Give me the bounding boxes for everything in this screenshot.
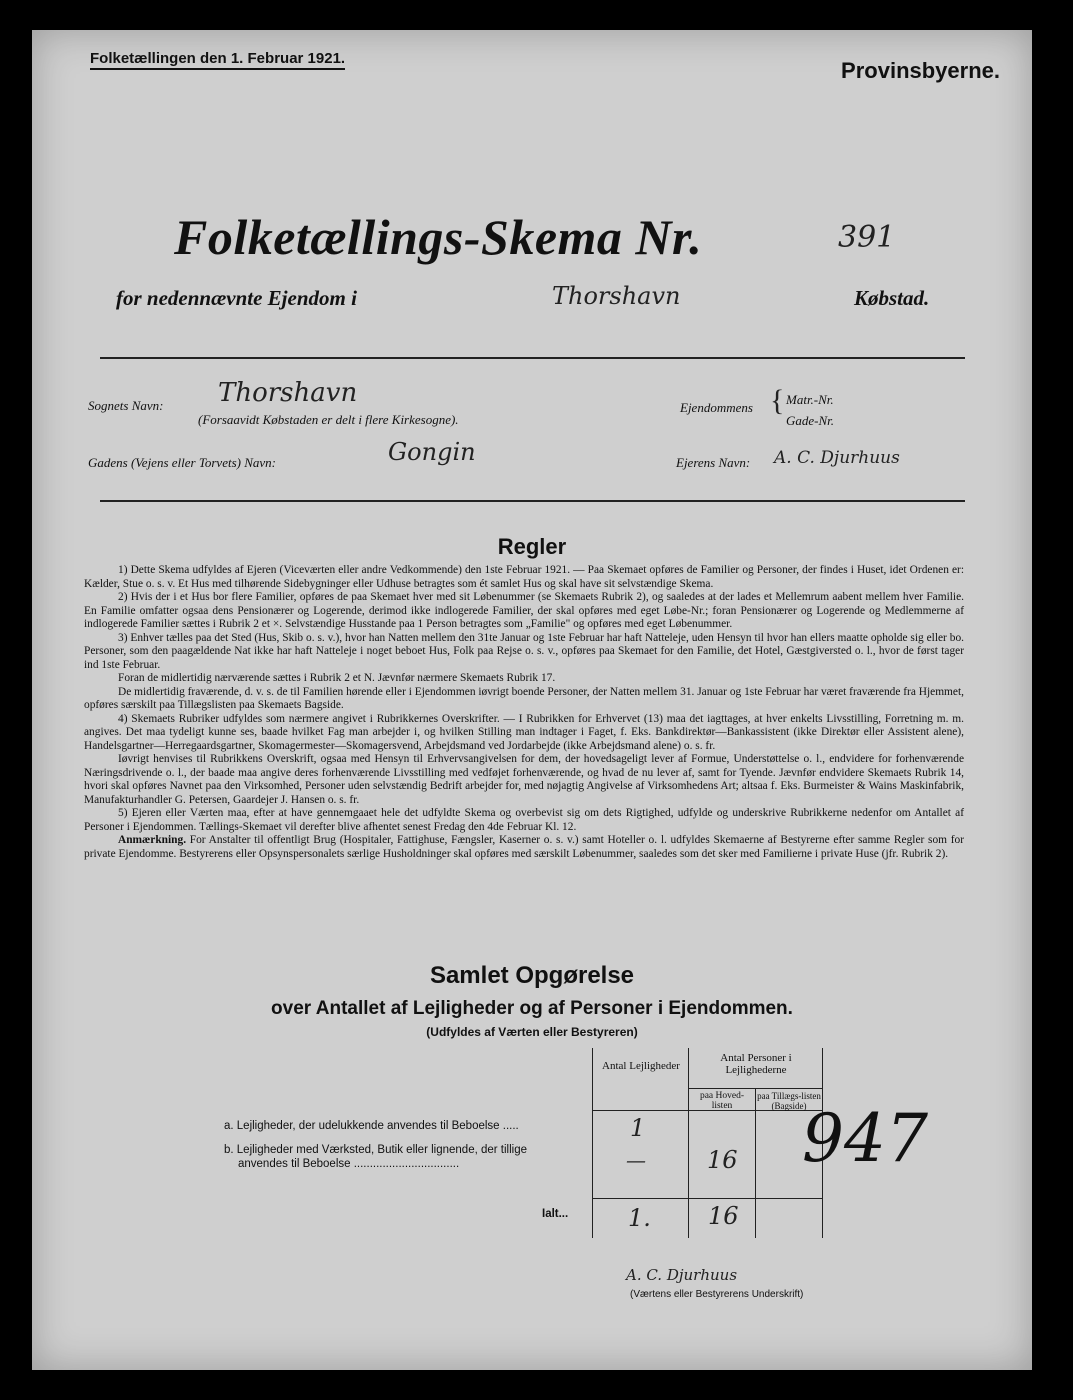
row-a-label: a. Lejligheder, der udelukkende anvendes til Beboelse ..... (224, 1120, 519, 1132)
kobstad-label: Købstad. (854, 286, 930, 310)
form-subtitle: for nedennævnte Ejendom i (116, 286, 357, 310)
margin-note-handwritten: 947 (802, 1100, 928, 1177)
form-title: Folketællings-Skema Nr. (174, 209, 703, 265)
ejer-label: Ejerens Navn: (676, 455, 751, 470)
col-personer-header: Antal Personer i Lejlighederne (720, 1052, 792, 1076)
divider-middle (100, 500, 965, 502)
ejendommens-label: Ejendommens (680, 400, 753, 415)
regler-text (84, 564, 964, 861)
regler-title: Regler (497, 534, 567, 559)
signature-handwritten: A. C. Djurhuus (626, 1266, 738, 1284)
col-tillaeg-header: paa Tillægs-listen (Bagside) (757, 1091, 821, 1111)
town-handwritten: Thorshavn (552, 282, 681, 310)
ialt-hoved-handwritten: 16 (708, 1202, 739, 1230)
ialt-antal-handwritten: 1. (628, 1204, 651, 1232)
summary-subtitle: over Antallet af Lejligheder og af Personer i Ejendommen. (271, 998, 793, 1019)
rule-paragraph: Foran de midlertidig nærværende sættes i Rubrik 2 et N. Jævnfør nærmere Skemaets Rubrik 17. (118, 672, 556, 684)
sogn-note: (Forsaavidt Købstaden er delt i flere Kirkesogne). (198, 412, 459, 427)
sogn-value-handwritten: Thorshavn (218, 378, 358, 408)
rule-paragraph: 2) Hvis der i et Hus bor flere Familier, opføres de paa Skemaet hver med sit Løbenummer (se Skemaets Rubrik 2), og saaledes at der lades et Mellemrum aabent mellem hver Familie. En Familie omfatter ogsaa dens Pensionærer og Logerende, derimod ikke indlogerede Familier, der skal opføres med eget Løbe-Nr.; foran Pensionærer og Logerende og Medlemmerne af indlogerede Familier sættes i Rubrik 2 et ×. Selvstændige Husstande paa 1 Person betragtes som „Familie" og opføres med eget Løbenummer. (84, 591, 964, 630)
rule-paragraph: 5) Ejeren eller Værten maa, efter at have gennemgaaet hele det udfyldte Skema og overbevist sig om dets Rigtighed, udfylde og underskrive Rubrikkerne nedenfor om Antallet af Personer i Ejendommen. Tællings-Skemaet vil derefter blive afhentet senest Fredag den 4de Februar Kl. 12. (84, 807, 964, 833)
rule-paragraph: 1) Dette Skema udfyldes af Ejeren (Viceværten eller andre Vedkommende) den 1ste Februar 1921. — Paa Skemaet opføres de Familier og Personer, der findes i Huset, idet Ordenen er: Kælder, Stue o. s. v. Et Hus med tilhørende Sidebygninger eller Udhuse betragtes som ét samlet Hus og skal have sit selvstændige Skema. (84, 564, 964, 590)
ialt-label: Ialt... (542, 1208, 569, 1220)
summary-table (592, 1048, 832, 1238)
ejer-value-handwritten: A. C. Djurhuus (774, 448, 900, 468)
anmaerkning-text: For Anstalter til offentligt Brug (Hospitaler, Fattighuse, Fængsler, Kaserner o. s. v.) samt Hoteller o. l. udfyldes Skemaerne af Bestyrerne efter samme Regler som for private Ejendomme. Bestyrerens eller Opsynspersonalets særlige Husholdninger skal opføres med særskilt Løbenummer, saaledes som det sker med Familierne i private Huse (jfr. Rubrik 2). (84, 834, 964, 860)
matr-label: Matr.-Nr. (786, 392, 834, 407)
sogn-label: Sognets Navn: (88, 398, 164, 413)
region-header: Provinsbyerne. (841, 58, 1000, 83)
divider-top (100, 357, 965, 359)
rule-paragraph: De midlertidig fraværende, d. v. s. de til Familien hørende eller i Ejendommen iøvrigt boende Personer, der Natten mellem 31. Januar og 1ste Februar har været fraværende fra Hjemmet, opføres særskilt paa Tillægslisten paa Skemaets Bagside. (84, 685, 964, 711)
rule-paragraph: 3) Enhver tælles paa det Sted (Hus, Skib o. s. v.), hvor han Natten mellem den 31te Januar og 1ste Februar har haft Natteleje, uden Hensyn til hvor han ellers maatte opholde sig eller bo. Personer, som den paagældende Nat ikke har haft Natteleje i noget beboet Hus, Folk paa Rejse o. s. v., opføres paa Skemaet for den Familie, det Hotel, Gæstgiversted o. l., hvor de først tager ind 1ste Februar. (84, 631, 964, 671)
row-a-hoved-handwritten: 16 (707, 1146, 738, 1174)
census-date-header: Folketællingen den 1. Februar 1921. (90, 50, 345, 70)
row-b-antal-handwritten: — (626, 1148, 646, 1172)
row-a-antal-handwritten: 1 (630, 1114, 646, 1142)
gade-value-handwritten: Gongin (388, 438, 476, 466)
row-b-label-line1: b. Lejligheder med Værksted, Butik eller lignende, der tillige (224, 1144, 527, 1156)
gade-nr-label: Gade-Nr. (786, 413, 835, 428)
anmaerkning-label: Anmærkning. (118, 834, 187, 846)
rule-paragraph: Iøvrigt henvises til Rubrikkens Overskrift, ogsaa med Hensyn til Erhvervsangivelsen for dem, der hovedsageligt lever af Formue, Understøttelse o. l., endvidere for forhenværende Næringsdrivende o. l., der baade maa angive deres forhenværende Livsstilling med vedføjet forhenværende, og hvad de nu lever af, samt for Tyende. Jævnfør endvidere Skemaets Rubrik 14, hvori skal opføres Navnet paa den Virksomhed, Personer uden selvstændig Bedrift arbejder for, med nøjagtig Angivelse af Virksomhedens Art; altsaa f. Eks. Burmeister & Wains Maskinfabrik, Manufakturhandler G. Petersen, Gaardejer J. Hansen o. s. fr. (84, 753, 964, 806)
form-number-handwritten: 391 (838, 220, 896, 255)
summary-title: Samlet Opgørelse (429, 962, 635, 989)
signature-caption: (Værtens eller Bestyrerens Underskrift) (630, 1289, 804, 1300)
col-antal-header: Antal Lejligheder (602, 1060, 680, 1072)
row-b-label-line2: anvendes til Beboelse ................................. (238, 1158, 460, 1170)
census-form-page (32, 30, 1032, 1370)
rule-paragraph: 4) Skemaets Rubriker udfyldes som nærmere angivet i Rubrikkernes Overskrifter. — I Rubrikken for Erhvervet (13) maa det iagttages, at hver enkelts Livsstilling, Forretning m. m. angives. Det maa tydeligt kunne ses, baade hvilket Fag man arbejder i, og hvilken Stilling man indtager i Faget, f. Eks. Bankdirektør—Bankassistent (ikke Direktør eller Assistent alene), Handelsgartner—Herregaardsgartner, Skomagermester—Skomagersvend, Arbejdsmand ved Jordarbejde (ikke Arbejdsmand alene) o. s. fr. (84, 712, 964, 752)
gade-name-label: Gadens (Vejens eller Torvets) Navn: (88, 455, 276, 470)
anmaerkning-paragraph (84, 834, 964, 861)
brace-symbol: { (770, 384, 785, 417)
summary-note: (Udfyldes af Værten eller Bestyreren) (426, 1025, 638, 1039)
col-hoved-header: paa Hoved-listen (699, 1091, 745, 1111)
